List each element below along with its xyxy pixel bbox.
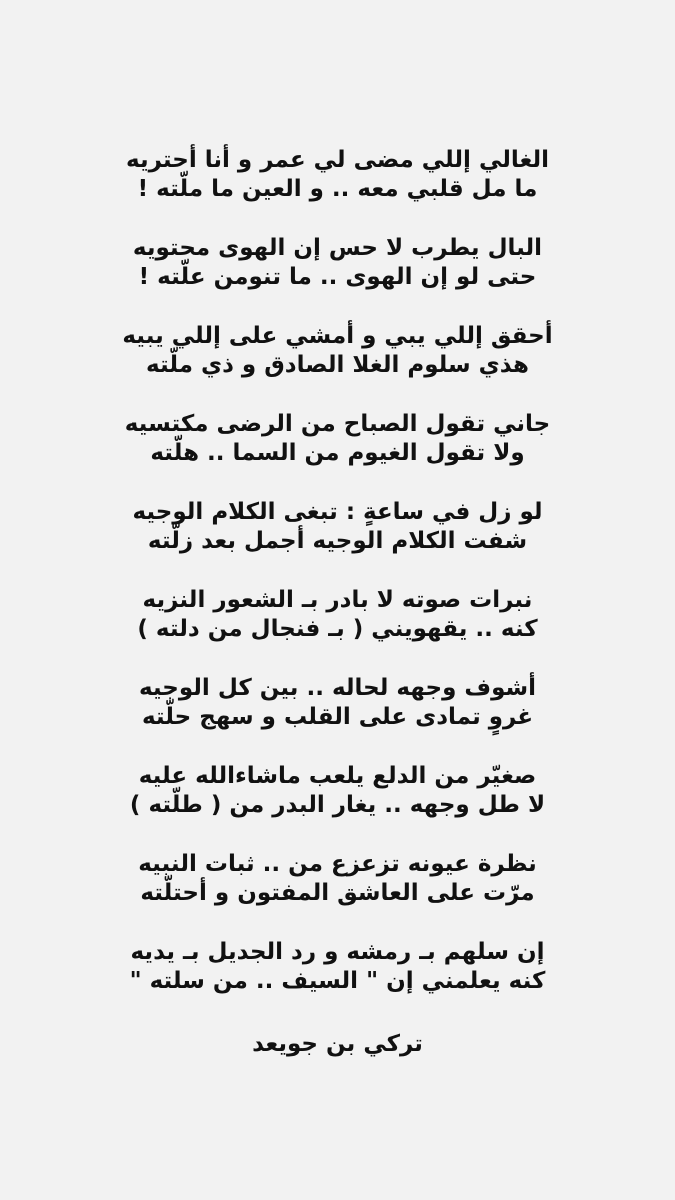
verse-line: لا طل وجهه .. يغار البدر من ( طلّته ) xyxy=(129,792,546,818)
verse-line: أحقق إللي يبي و أمشي على إللي يبيه xyxy=(122,323,553,349)
verse-line: مرّت على العاشق المفتون و أحتلّته xyxy=(140,880,535,906)
verse-line: الغالي إللي مضى لي عمر و أنا أحتريه xyxy=(126,147,549,173)
stanza xyxy=(0,498,675,586)
verse-line: نبرات صوته لا بادر بـ الشعور النزيه xyxy=(142,587,533,613)
stanza xyxy=(0,322,675,410)
poem xyxy=(0,146,675,1059)
stanza xyxy=(0,938,675,1026)
poet-name: تركي بن جويعد xyxy=(252,1031,423,1057)
verse-line: إن سلهم بـ رمشه و رد الجديل بـ يديه xyxy=(130,939,545,965)
stanza xyxy=(0,850,675,938)
stanza xyxy=(0,146,675,234)
verse-line: ما مل قلبي معه .. و العين ما ملّته ! xyxy=(137,176,538,202)
verse-line: البال يطرب لا حس إن الهوى محتويه xyxy=(132,235,543,261)
verse-line: لو زل في ساعةٍ : تبغى الكلام الوجيه xyxy=(132,499,543,525)
stanza xyxy=(0,762,675,850)
verse-line: هذي سلوم الغلا الصادق و ذي ملّته xyxy=(146,352,529,378)
stanza xyxy=(0,586,675,674)
stanza xyxy=(0,234,675,322)
verse-line: حتى لو إن الهوى .. ما تنومن علّته ! xyxy=(138,264,537,290)
verse-line: كنه .. يقهويني ( بـ فنجال من دلته ) xyxy=(137,616,538,642)
verse-line: صغيّر من الدلع يلعب ماشاءالله عليه xyxy=(138,763,537,789)
verse-line: غروٍ تمادى على القلب و سهج حلّته xyxy=(141,704,534,730)
verse-line: نظرة عيونه تزعزع من .. ثبات النبيه xyxy=(138,851,537,877)
stanza xyxy=(0,674,675,762)
verse-line: جاني تقول الصباح من الرضى مكتسيه xyxy=(124,411,551,437)
verse-line: كنه يعلمني إن " السيف .. من سلته " xyxy=(129,968,546,994)
verse-line: ولا تقول الغيوم من السما .. هلّته xyxy=(150,440,525,466)
stanza xyxy=(0,410,675,498)
verse-line: شفت الكلام الوجيه أجمل بعد زلّته xyxy=(147,528,528,554)
verse-line: أشوف وجهه لحاله .. بين كل الوجيه xyxy=(138,675,537,701)
